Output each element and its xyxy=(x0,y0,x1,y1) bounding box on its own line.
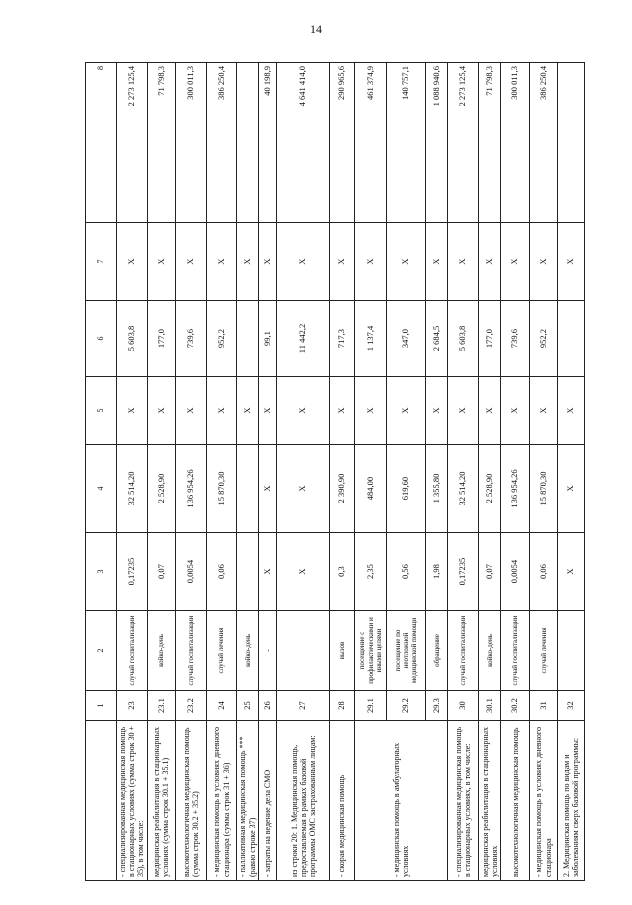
cell-col-3: Х xyxy=(558,533,585,611)
row-number: 25 xyxy=(237,691,259,721)
cell-col-4: 15 870,30 xyxy=(206,445,237,533)
column-number-1: 1 xyxy=(86,691,117,721)
page-number: 14 xyxy=(310,22,322,36)
cell-col-2: обращение xyxy=(426,611,448,691)
cell-col-3: 0,07 xyxy=(478,533,500,611)
cell-col-8: 4 641 414,0 xyxy=(277,63,330,223)
row-number: 30.2 xyxy=(501,691,530,721)
cell-col-2: койко-день xyxy=(478,611,500,691)
cell-col-2: - xyxy=(259,611,277,691)
row-description: - паллиативная медицинская помощь *** (равно строке 37) xyxy=(237,721,259,881)
cell-col-5: Х xyxy=(277,377,330,445)
row-description: из строки 20: 1. Медицинская помощь, предоставляемая в рамках базовой программы ОМС застрахованным лицам: xyxy=(277,721,330,881)
column-number-7: 7 xyxy=(86,223,117,301)
cell-col-8: 1 088 940,6 xyxy=(426,63,448,223)
cell-col-4: 32 514,20 xyxy=(448,445,479,533)
cell-col-4: 32 514,20 xyxy=(116,445,147,533)
cell-col-4: Х xyxy=(259,445,277,533)
cell-col-5: Х xyxy=(176,377,207,445)
column-number-2: 2 xyxy=(86,611,117,691)
cell-col-6: 347,0 xyxy=(387,301,426,377)
column-number-8: 8 xyxy=(86,63,117,223)
cell-col-7: Х xyxy=(529,223,558,301)
row-description: высокотехнологичная медицинская помощь xyxy=(501,721,530,881)
cell-col-5: Х xyxy=(147,377,176,445)
cell-col-3: 0,06 xyxy=(206,533,237,611)
cell-col-8: 461 374,9 xyxy=(354,63,387,223)
cell-col-6: 739,6 xyxy=(501,301,530,377)
cell-col-4 xyxy=(237,445,259,533)
cell-col-2: случай лечения xyxy=(206,611,237,691)
row-number: 28 xyxy=(330,691,354,721)
cell-col-8: 71 798,3 xyxy=(147,63,176,223)
cell-col-7: Х xyxy=(354,223,387,301)
cell-col-4: 2 528,90 xyxy=(478,445,500,533)
cell-col-3: Х xyxy=(259,533,277,611)
cell-col-8 xyxy=(558,63,585,223)
cell-col-6: 1 137,4 xyxy=(354,301,387,377)
column-number-6: 6 xyxy=(86,301,117,377)
table-row xyxy=(478,63,500,881)
column-number-row xyxy=(86,63,117,881)
cell-col-5: Х xyxy=(259,377,277,445)
cell-col-4: 619,60 xyxy=(387,445,426,533)
cell-col-8: 386 250,4 xyxy=(206,63,237,223)
cell-col-2 xyxy=(277,611,330,691)
cell-col-8: 140 757,1 xyxy=(387,63,426,223)
cell-col-3 xyxy=(237,533,259,611)
cell-col-7: Х xyxy=(558,223,585,301)
cell-col-6: 5 603,8 xyxy=(116,301,147,377)
cell-col-5: Х xyxy=(501,377,530,445)
cell-col-6 xyxy=(558,301,585,377)
cell-col-7: Х xyxy=(147,223,176,301)
cell-col-7: Х xyxy=(426,223,448,301)
cell-col-8: 290 965,6 xyxy=(330,63,354,223)
row-number: 23.2 xyxy=(176,691,207,721)
cell-col-3: 0,07 xyxy=(147,533,176,611)
cell-col-6: 717,3 xyxy=(330,301,354,377)
column-number-3: 3 xyxy=(86,533,117,611)
table-row xyxy=(116,63,147,881)
cell-col-2: посещение с профилактическими и иными целями xyxy=(354,611,387,691)
cell-col-2 xyxy=(558,611,585,691)
row-description: - специализированная медицинская помощь в стационарных условиях (сумма строк 30 + 35), в том числе: xyxy=(116,721,147,881)
row-number: 30.1 xyxy=(478,691,500,721)
cell-col-5: Х xyxy=(387,377,426,445)
cell-col-7: Х xyxy=(259,223,277,301)
table-row xyxy=(277,63,330,881)
column-number-5: 5 xyxy=(86,377,117,445)
row-number: 29.2 xyxy=(387,691,426,721)
cell-col-8: 2 273 125,4 xyxy=(116,63,147,223)
cell-col-7: Х xyxy=(116,223,147,301)
cell-col-7: Х xyxy=(387,223,426,301)
cell-col-6: 177,0 xyxy=(478,301,500,377)
cell-col-4: 484,00 xyxy=(354,445,387,533)
row-number: 29.3 xyxy=(426,691,448,721)
table-row xyxy=(259,63,277,881)
cell-col-8: 300 011,3 xyxy=(501,63,530,223)
row-number: 24 xyxy=(206,691,237,721)
row-description: - специализированная медицинская помощь в стационарных условиях, в том числе: xyxy=(448,721,479,881)
rotated-table-container xyxy=(85,63,585,881)
row-description: - скорая медицинская помощь xyxy=(330,721,354,881)
row-number: 30 xyxy=(448,691,479,721)
cell-col-8: 386 250,4 xyxy=(529,63,558,223)
row-number: 31 xyxy=(529,691,558,721)
cell-col-4: 2 528,90 xyxy=(147,445,176,533)
cell-col-5: Х xyxy=(529,377,558,445)
row-description: 2. Медицинская помощь по видам и заболеваниям сверх базовой программы: xyxy=(558,721,585,881)
row-description: - медицинская помощь в условиях дневного стационара (сумма строк 31 + 36) xyxy=(206,721,237,881)
cell-col-6: 739,6 xyxy=(176,301,207,377)
cell-col-2: случай госпитализации xyxy=(448,611,479,691)
cell-col-8 xyxy=(237,63,259,223)
cell-col-3: 0,17235 xyxy=(116,533,147,611)
row-number: 23 xyxy=(116,691,147,721)
cell-col-3: 1,98 xyxy=(426,533,448,611)
table-body xyxy=(86,63,585,881)
row-description: медицинская реабилитация в стационарных условиях xyxy=(478,721,500,881)
cell-col-8: 300 011,3 xyxy=(176,63,207,223)
cell-col-4: 136 954,26 xyxy=(501,445,530,533)
cell-col-6: 952,2 xyxy=(529,301,558,377)
cell-col-4: Х xyxy=(277,445,330,533)
table-row xyxy=(237,63,259,881)
cell-col-6: 2 684,5 xyxy=(426,301,448,377)
row-number: 23.1 xyxy=(147,691,176,721)
cell-col-7: Х xyxy=(277,223,330,301)
cell-col-6: 952,2 xyxy=(206,301,237,377)
table-row xyxy=(448,63,479,881)
cell-col-3: 0,06 xyxy=(529,533,558,611)
cell-col-4: 1 355,80 xyxy=(426,445,448,533)
cell-col-4: 15 870,30 xyxy=(529,445,558,533)
cell-col-5: Х xyxy=(237,377,259,445)
cell-col-7: Х xyxy=(478,223,500,301)
cell-col-6: 177,0 xyxy=(147,301,176,377)
cell-col-7: Х xyxy=(237,223,259,301)
column-number-4: 4 xyxy=(86,445,117,533)
table-row xyxy=(529,63,558,881)
table-row xyxy=(501,63,530,881)
cell-col-4: Х xyxy=(558,445,585,533)
cell-col-4: 136 954,26 xyxy=(176,445,207,533)
cell-col-5: Х xyxy=(206,377,237,445)
cell-col-5: Х xyxy=(116,377,147,445)
table-row xyxy=(330,63,354,881)
row-description: - медицинская помощь в амбулаторных условиях xyxy=(354,721,448,881)
cell-col-6: 5 603,8 xyxy=(448,301,479,377)
cell-col-7: Х xyxy=(176,223,207,301)
cell-col-7: Х xyxy=(448,223,479,301)
cell-col-4: 2 390,90 xyxy=(330,445,354,533)
row-description: медицинская реабилитация в стационарных условиях (сумма строк 30.1 + 35.1) xyxy=(147,721,176,881)
table-row xyxy=(206,63,237,881)
cell-col-2: случай лечения xyxy=(529,611,558,691)
cell-col-7: Х xyxy=(330,223,354,301)
cell-col-8: 71 798,3 xyxy=(478,63,500,223)
row-number: 32 xyxy=(558,691,585,721)
row-number: 29.1 xyxy=(354,691,387,721)
table-row xyxy=(147,63,176,881)
cell-col-2: койко-день xyxy=(237,611,259,691)
cell-col-6 xyxy=(237,301,259,377)
cell-col-6: 99,1 xyxy=(259,301,277,377)
cell-col-2: посещение по неотложной медицинской помощи xyxy=(387,611,426,691)
row-description: - медицинская помощь в условиях дневного стационара xyxy=(529,721,558,881)
table-row xyxy=(558,63,585,881)
row-description: высокотехнологичная медицинская помощь (сумма строк 30.2 + 35.2) xyxy=(176,721,207,881)
cell-col-8: 2 273 125,4 xyxy=(448,63,479,223)
column-number-0 xyxy=(86,721,117,881)
cell-col-8: 40 198,9 xyxy=(259,63,277,223)
cell-col-2: койко-день xyxy=(147,611,176,691)
cell-col-5: Х xyxy=(354,377,387,445)
cell-col-3: 2,35 xyxy=(354,533,387,611)
cell-col-2: случай госпитализации xyxy=(501,611,530,691)
cell-col-3: Х xyxy=(277,533,330,611)
cell-col-5: Х xyxy=(330,377,354,445)
cell-col-5: Х xyxy=(426,377,448,445)
table-row xyxy=(176,63,207,881)
cell-col-5: Х xyxy=(448,377,479,445)
cell-col-7: Х xyxy=(501,223,530,301)
cell-col-3: 0,3 xyxy=(330,533,354,611)
cell-col-3: 0,56 xyxy=(387,533,426,611)
row-number: 26 xyxy=(259,691,277,721)
cell-col-5: Х xyxy=(558,377,585,445)
cell-col-6: 11 442,2 xyxy=(277,301,330,377)
data-table xyxy=(85,62,585,881)
cell-col-7: Х xyxy=(206,223,237,301)
cell-col-3: 0,17235 xyxy=(448,533,479,611)
cell-col-2: случай госпитализации xyxy=(176,611,207,691)
cell-col-3: 0,0054 xyxy=(176,533,207,611)
cell-col-2: случай госпитализации xyxy=(116,611,147,691)
cell-col-5: Х xyxy=(478,377,500,445)
cell-col-3: 0,0054 xyxy=(501,533,530,611)
cell-col-2: вызов xyxy=(330,611,354,691)
row-description: - затраты на ведение дела СМО xyxy=(259,721,277,881)
table-row xyxy=(354,63,387,881)
row-number: 27 xyxy=(277,691,330,721)
